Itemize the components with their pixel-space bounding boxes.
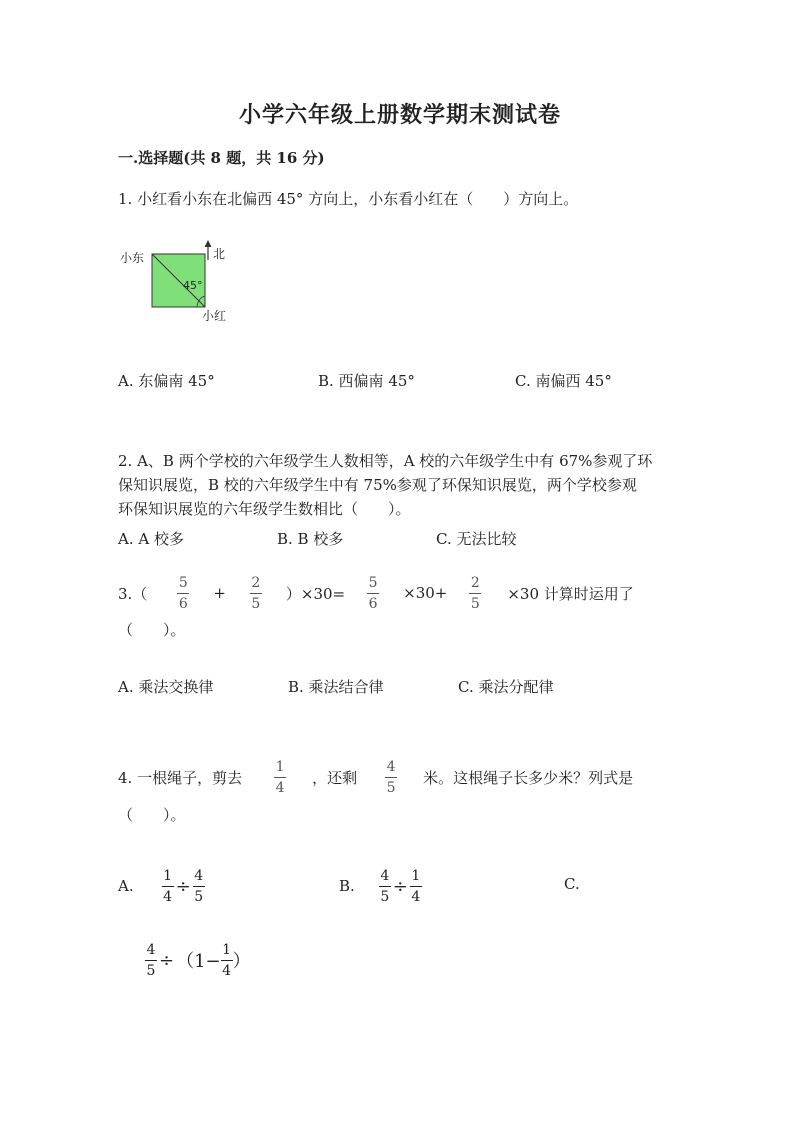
q4-option-b-label: B. (339, 877, 355, 895)
q3-f2-numerator: 2 (251, 574, 261, 591)
label-xiaohong: 小红 (202, 309, 227, 323)
q4-option-b-fraction-2 (410, 868, 422, 905)
q4-fraction-1 (274, 759, 286, 796)
question-2-line-1: 2. A、B 两个学校的六年级学生人数相等，A 校的六年级学生中有 67%参观了环 (118, 452, 653, 470)
q4-f1-denominator: 4 (275, 779, 285, 796)
q4-a-n1: 1 (163, 867, 173, 884)
q1-option-c[interactable]: C. 南偏西 45° (515, 372, 612, 390)
q4-option-b-fraction-1 (379, 868, 391, 905)
question-4-line-1 (118, 757, 633, 797)
q3-mid-2: ×30+ (403, 584, 448, 602)
q3-fraction-4 (469, 575, 481, 612)
q3-f4-denominator: 5 (470, 595, 480, 612)
q4-option-c-fraction-2 (221, 942, 233, 979)
q3-f1-denominator: 6 (178, 595, 188, 612)
q4-b-d2: 4 (411, 888, 421, 905)
q4-b-n2: 1 (411, 867, 421, 884)
q4-b-n1: 4 (380, 867, 390, 884)
q4-option-c-close: ） (232, 951, 251, 972)
q4-fraction-2 (385, 759, 397, 796)
q3-f2-denominator: 5 (251, 595, 261, 612)
q3-option-a[interactable]: A. 乘法交换律 (118, 678, 214, 696)
q4-option-c-expression[interactable] (145, 940, 251, 980)
q4-option-a[interactable] (118, 866, 205, 906)
q4-f2-numerator: 4 (386, 758, 396, 775)
question-4-line-2: （ ）。 (118, 806, 186, 824)
q4-option-c-divide-icon: ÷ (159, 949, 175, 971)
north-arrow-head-icon (205, 240, 212, 247)
label-angle: 45° (183, 279, 203, 292)
q3-f3-denominator: 6 (368, 595, 378, 612)
direction-diagram (118, 238, 238, 323)
q4-c-n1: 4 (146, 941, 156, 958)
q3-fraction-1 (177, 575, 189, 612)
question-3-line-1 (118, 573, 634, 613)
q4-option-c-open: （1− (176, 951, 221, 972)
question-3-line-2: （ ）。 (118, 621, 186, 639)
q1-option-b[interactable]: B. 西偏南 45° (318, 372, 415, 390)
q4-option-a-fraction-1 (162, 868, 174, 905)
q3-prefix: 3.（ (118, 584, 148, 603)
q4-f1-numerator: 1 (275, 758, 285, 775)
q2-option-a[interactable]: A. A 校多 (118, 530, 184, 548)
q4-f2-denominator: 5 (386, 779, 396, 796)
q4-b-d1: 5 (380, 888, 390, 905)
q4-a-n2: 4 (194, 867, 204, 884)
question-2-line-3: 环保知识展览的六年级学生数相比（ ）。 (118, 500, 411, 518)
q3-f3-numerator: 5 (368, 574, 378, 591)
q4-c-n2: 1 (222, 941, 232, 958)
question-2-line-2: 保知识展览，B 校的六年级学生中有 75%参观了环保知识展览，两个学校参观 (118, 476, 637, 494)
q4-c-d2: 4 (222, 962, 232, 979)
q4-a-d2: 5 (194, 888, 204, 905)
q2-option-b[interactable]: B. B 校多 (277, 530, 344, 548)
q4-option-c-fraction-1 (145, 942, 157, 979)
q4-mid: ，还剩 (312, 768, 358, 787)
q3-plus: + (213, 584, 226, 602)
question-1-text: 1. 小红看小东在北偏西 45° 方向上，小东看小红在（ ）方向上。 (118, 190, 579, 208)
q4-option-a-label: A. (118, 877, 134, 895)
q3-fraction-2 (250, 575, 262, 612)
q4-prefix: 4. 一根绳子，剪去 (118, 768, 243, 787)
q4-option-b-divide-icon: ÷ (392, 875, 408, 897)
q3-option-b[interactable]: B. 乘法结合律 (288, 678, 384, 696)
q3-suffix: ×30 计算时运用了 (507, 584, 634, 603)
q4-option-b[interactable] (339, 866, 422, 906)
q4-option-c-label[interactable]: C. (564, 875, 580, 893)
q4-a-d1: 4 (163, 888, 173, 905)
page-title: 小学六年级上册数学期末测试卷 (238, 102, 561, 128)
label-north: 北 (213, 247, 226, 261)
q3-f1-numerator: 5 (178, 574, 188, 591)
q4-suffix: 米。这根绳子长多少米？列式是 (423, 768, 634, 787)
q3-option-c[interactable]: C. 乘法分配律 (458, 678, 554, 696)
q2-option-c[interactable]: C. 无法比较 (436, 530, 517, 548)
q3-fraction-3 (367, 575, 379, 612)
q4-c-d1: 5 (146, 962, 156, 979)
q4-option-a-fraction-2 (193, 868, 205, 905)
q3-f4-numerator: 2 (470, 574, 480, 591)
q4-option-a-divide-icon: ÷ (175, 875, 191, 897)
label-xiaodong: 小东 (120, 251, 145, 265)
section-heading: 一.选择题(共 8 题，共 16 分) (118, 149, 325, 167)
q3-mid-1: ）×30= (285, 584, 346, 603)
q1-option-a[interactable]: A. 东偏南 45° (118, 372, 215, 390)
